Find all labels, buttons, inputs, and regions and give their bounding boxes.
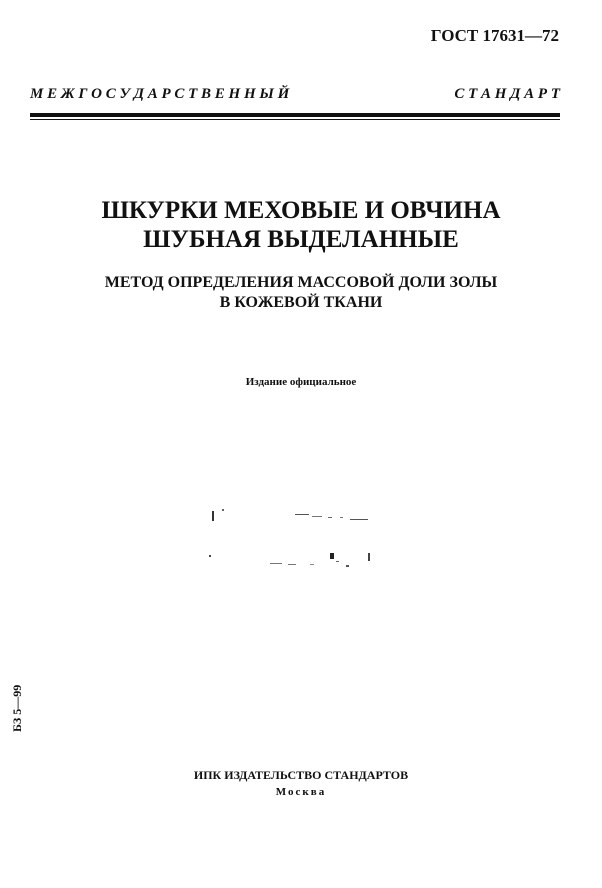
document-title — [0, 196, 602, 254]
header-rule-thick — [30, 113, 560, 117]
interstate-standard-heading — [30, 86, 560, 103]
standard-word: С Т А Н Д А Р Т — [454, 86, 560, 102]
subtitle-line-2: В КОЖЕВОЙ ТКАНИ — [219, 294, 383, 311]
title-line-1: ШКУРКИ МЕХОВЫЕ И ОВЧИНА — [101, 197, 501, 224]
publisher: ИПК ИЗДАТЕЛЬСТВО СТАНДАРТОВ — [193, 768, 409, 782]
scan-specks — [200, 505, 390, 575]
document-subtitle — [0, 273, 602, 313]
edition-label: Издание официальное — [245, 376, 357, 388]
gost-number: ГОСТ 17631—72 — [430, 26, 559, 45]
title-line-2: ШУБНАЯ ВЫДЕЛАННЫЕ — [143, 226, 459, 253]
subtitle-line-1: МЕТОД ОПРЕДЕЛЕНИЯ МАССОВОЙ ДОЛИ ЗОЛЫ — [104, 274, 498, 291]
city: Москва — [275, 786, 327, 798]
side-code: БЗ 5—99 — [10, 684, 24, 732]
interstate-word: М Е Ж Г О С У Д А Р С Т В Е Н Н Ы Й — [30, 86, 290, 102]
header-rule-thin — [30, 119, 560, 120]
